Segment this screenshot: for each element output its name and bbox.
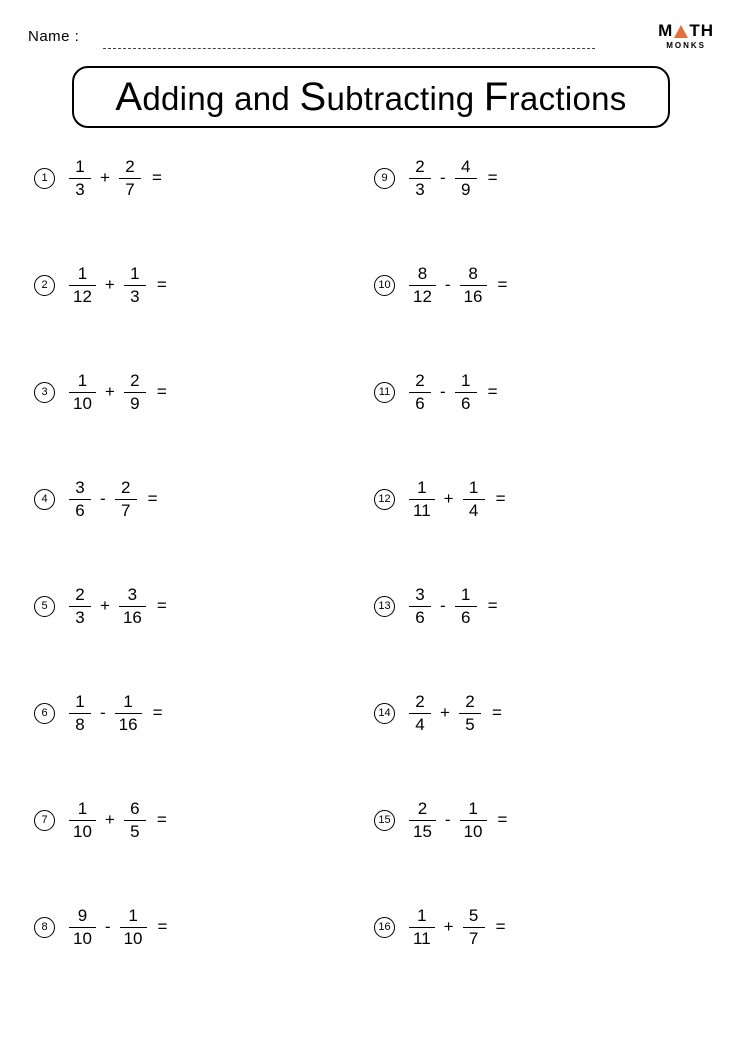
problem-number: 9: [374, 168, 395, 189]
operator: -: [100, 703, 106, 722]
numerator: 2: [415, 691, 425, 711]
fraction-bar: [455, 606, 477, 607]
problem-number: 13: [374, 596, 395, 617]
equals-sign: =: [495, 489, 506, 508]
numerator: 1: [75, 156, 85, 176]
problem-number: 3: [34, 382, 55, 403]
denominator: 6: [75, 500, 85, 520]
operator: +: [443, 489, 454, 508]
fraction-bar: [69, 178, 91, 179]
numerator: 4: [460, 156, 471, 176]
operator: -: [444, 275, 451, 294]
numerator: 5: [468, 905, 479, 925]
fraction-bar: [409, 392, 431, 393]
problem-item[interactable]: [34, 792, 167, 848]
numerator: 3: [415, 584, 425, 604]
equals-sign: =: [497, 810, 508, 829]
problem-number: 7: [34, 810, 55, 831]
second-fraction: [115, 478, 137, 520]
denominator: 8: [75, 714, 85, 734]
denominator: 5: [130, 821, 140, 841]
denominator: 6: [415, 393, 425, 413]
fraction-bar: [115, 499, 137, 500]
numerator: 2: [417, 798, 428, 818]
problem-item[interactable]: [374, 899, 506, 955]
fraction-bar: [69, 499, 91, 500]
denominator: 7: [120, 500, 131, 520]
equals-sign: =: [491, 703, 502, 722]
equals-sign: =: [147, 489, 158, 508]
problem-number: 1: [34, 168, 55, 189]
problem-number: 14: [374, 703, 395, 724]
triangle-icon: [674, 25, 688, 38]
first-fraction: [409, 371, 431, 413]
denominator: 4: [415, 714, 425, 734]
fraction-bar: [115, 713, 142, 714]
problem-number: 5: [34, 596, 55, 617]
fraction-bar: [409, 606, 431, 607]
fraction-bar: [459, 713, 481, 714]
second-fraction: [460, 799, 487, 841]
first-fraction: [409, 906, 435, 948]
equals-sign: =: [156, 596, 167, 615]
second-fraction: [459, 692, 481, 734]
problem-item[interactable]: [374, 578, 498, 634]
numerator: 3: [127, 584, 138, 604]
denominator: 10: [73, 928, 92, 948]
operator: -: [444, 810, 451, 829]
problem-number: 15: [374, 810, 395, 831]
numerator: 1: [130, 263, 140, 283]
denominator: 16: [122, 607, 142, 627]
fraction-bar: [409, 285, 436, 286]
fraction-bar: [409, 927, 435, 928]
equals-sign: =: [157, 917, 168, 936]
equals-sign: =: [487, 382, 498, 401]
fraction-bar: [120, 927, 147, 928]
numerator: 8: [417, 263, 428, 283]
denominator: 12: [413, 286, 432, 306]
first-fraction: [69, 906, 96, 948]
second-fraction: [455, 371, 477, 413]
problem-item[interactable]: [34, 899, 167, 955]
name-label: Name :: [28, 28, 80, 45]
operator: -: [440, 382, 446, 401]
second-fraction: [119, 157, 141, 199]
fraction-bar: [119, 606, 146, 607]
first-fraction: [409, 585, 431, 627]
operator: +: [440, 703, 450, 722]
page-title: Adding and Subtracting Fractions: [115, 74, 627, 119]
numerator: 2: [415, 156, 425, 176]
worksheet-header: [0, 22, 742, 62]
numerator: 1: [468, 798, 478, 818]
equals-sign: =: [156, 810, 167, 829]
second-fraction: [463, 906, 485, 948]
operator: +: [443, 917, 454, 936]
equals-sign: =: [487, 596, 498, 615]
fraction-bar: [455, 178, 477, 179]
problem-number: 10: [374, 275, 395, 296]
denominator: 10: [73, 393, 92, 413]
denominator: 3: [75, 607, 85, 627]
fraction-bar: [119, 178, 141, 179]
second-fraction: [455, 585, 477, 627]
numerator: 3: [75, 477, 85, 497]
fraction-bar: [409, 713, 431, 714]
fraction-bar: [460, 285, 487, 286]
numerator: 2: [125, 156, 135, 176]
denominator: 10: [463, 821, 483, 841]
worksheet-title-box: [72, 66, 670, 128]
denominator: 7: [468, 928, 479, 948]
first-fraction: [409, 692, 431, 734]
first-fraction: [69, 478, 91, 520]
numerator: 2: [415, 370, 425, 390]
numerator: 1: [77, 370, 88, 390]
denominator: 9: [460, 179, 471, 199]
problem-item[interactable]: [34, 257, 167, 313]
problem-item[interactable]: [374, 364, 498, 420]
fraction-bar: [69, 820, 96, 821]
name-input-line[interactable]: [103, 48, 595, 50]
denominator: 11: [413, 500, 431, 520]
numerator: 2: [120, 477, 131, 497]
fraction-bar: [463, 927, 485, 928]
equals-sign: =: [495, 917, 506, 936]
operator: -: [440, 168, 446, 187]
fraction-bar: [69, 713, 91, 714]
denominator: 6: [415, 607, 425, 627]
second-fraction: [115, 692, 142, 734]
logo-text-left: M: [658, 21, 674, 40]
numerator: 1: [460, 370, 471, 390]
fraction-bar: [409, 178, 431, 179]
logo-text-right: TH: [689, 21, 714, 40]
denominator: 5: [465, 714, 475, 734]
fraction-bar: [409, 820, 436, 821]
equals-sign: =: [156, 382, 167, 401]
denominator: 11: [413, 928, 431, 948]
numerator: 2: [75, 584, 85, 604]
problem-item[interactable]: [374, 792, 507, 848]
denominator: 7: [125, 179, 135, 199]
denominator: 9: [130, 393, 140, 413]
equals-sign: =: [156, 275, 167, 294]
operator: -: [100, 489, 106, 508]
numerator: 2: [465, 691, 475, 711]
denominator: 16: [463, 286, 483, 306]
first-fraction: [69, 799, 96, 841]
fraction-bar: [124, 392, 146, 393]
math-monks-logo: [658, 22, 714, 50]
first-fraction: [69, 264, 96, 306]
first-fraction: [409, 264, 436, 306]
denominator: 3: [130, 286, 140, 306]
numerator: 1: [77, 798, 88, 818]
second-fraction: [463, 478, 485, 520]
problem-number: 11: [374, 382, 395, 403]
first-fraction: [409, 478, 435, 520]
first-fraction: [409, 157, 431, 199]
numerator: 1: [417, 905, 427, 925]
second-fraction: [124, 799, 146, 841]
fraction-bar: [69, 606, 91, 607]
second-fraction: [124, 371, 146, 413]
numerator: 1: [128, 905, 138, 925]
denominator: 4: [468, 500, 479, 520]
first-fraction: [69, 585, 91, 627]
denominator: 12: [73, 286, 92, 306]
first-fraction: [69, 692, 91, 734]
numerator: 1: [468, 477, 479, 497]
problem-number: 6: [34, 703, 55, 724]
problem-number: 16: [374, 917, 395, 938]
equals-sign: =: [152, 703, 163, 722]
denominator: 6: [460, 393, 471, 413]
denominator: 3: [415, 179, 425, 199]
problem-item[interactable]: [374, 257, 507, 313]
problem-item[interactable]: [34, 685, 163, 741]
problem-item[interactable]: [34, 471, 158, 527]
operator: -: [104, 917, 111, 936]
equals-sign: =: [497, 275, 508, 294]
numerator: 6: [130, 798, 140, 818]
fraction-bar: [409, 499, 435, 500]
denominator: 16: [118, 714, 138, 734]
fraction-bar: [124, 285, 146, 286]
fraction-bar: [455, 392, 477, 393]
equals-sign: =: [487, 168, 498, 187]
numerator: 1: [460, 584, 471, 604]
problem-item[interactable]: [34, 364, 167, 420]
numerator: 9: [77, 905, 88, 925]
first-fraction: [69, 371, 96, 413]
fraction-bar: [69, 392, 96, 393]
numerator: 1: [77, 263, 88, 283]
problem-number: 2: [34, 275, 55, 296]
fraction-bar: [463, 499, 485, 500]
operator: +: [100, 596, 110, 615]
denominator: 10: [73, 821, 92, 841]
problem-number: 4: [34, 489, 55, 510]
problem-number: 12: [374, 489, 395, 510]
problem-item[interactable]: [34, 150, 162, 206]
second-fraction: [124, 264, 146, 306]
problem-number: 8: [34, 917, 55, 938]
denominator: 6: [460, 607, 471, 627]
problem-item[interactable]: [374, 685, 502, 741]
first-fraction: [409, 799, 436, 841]
operator: +: [104, 275, 115, 294]
fraction-bar: [124, 820, 146, 821]
logo-subtitle: MONKS: [666, 41, 706, 50]
equals-sign: =: [151, 168, 162, 187]
problem-item[interactable]: [34, 578, 167, 634]
denominator: 15: [413, 821, 432, 841]
fraction-bar: [69, 285, 96, 286]
numerator: 1: [417, 477, 427, 497]
numerator: 2: [130, 370, 140, 390]
problem-item[interactable]: [374, 150, 498, 206]
operator: +: [100, 168, 110, 187]
second-fraction: [460, 264, 487, 306]
numerator: 1: [123, 691, 133, 711]
fraction-bar: [69, 927, 96, 928]
second-fraction: [119, 585, 146, 627]
denominator: 10: [123, 928, 143, 948]
first-fraction: [69, 157, 91, 199]
operator: +: [104, 810, 115, 829]
numerator: 8: [468, 263, 478, 283]
operator: +: [104, 382, 115, 401]
second-fraction: [120, 906, 147, 948]
fraction-bar: [460, 820, 487, 821]
numerator: 1: [75, 691, 85, 711]
second-fraction: [455, 157, 477, 199]
denominator: 3: [75, 179, 85, 199]
operator: -: [440, 596, 446, 615]
problem-item[interactable]: [374, 471, 506, 527]
